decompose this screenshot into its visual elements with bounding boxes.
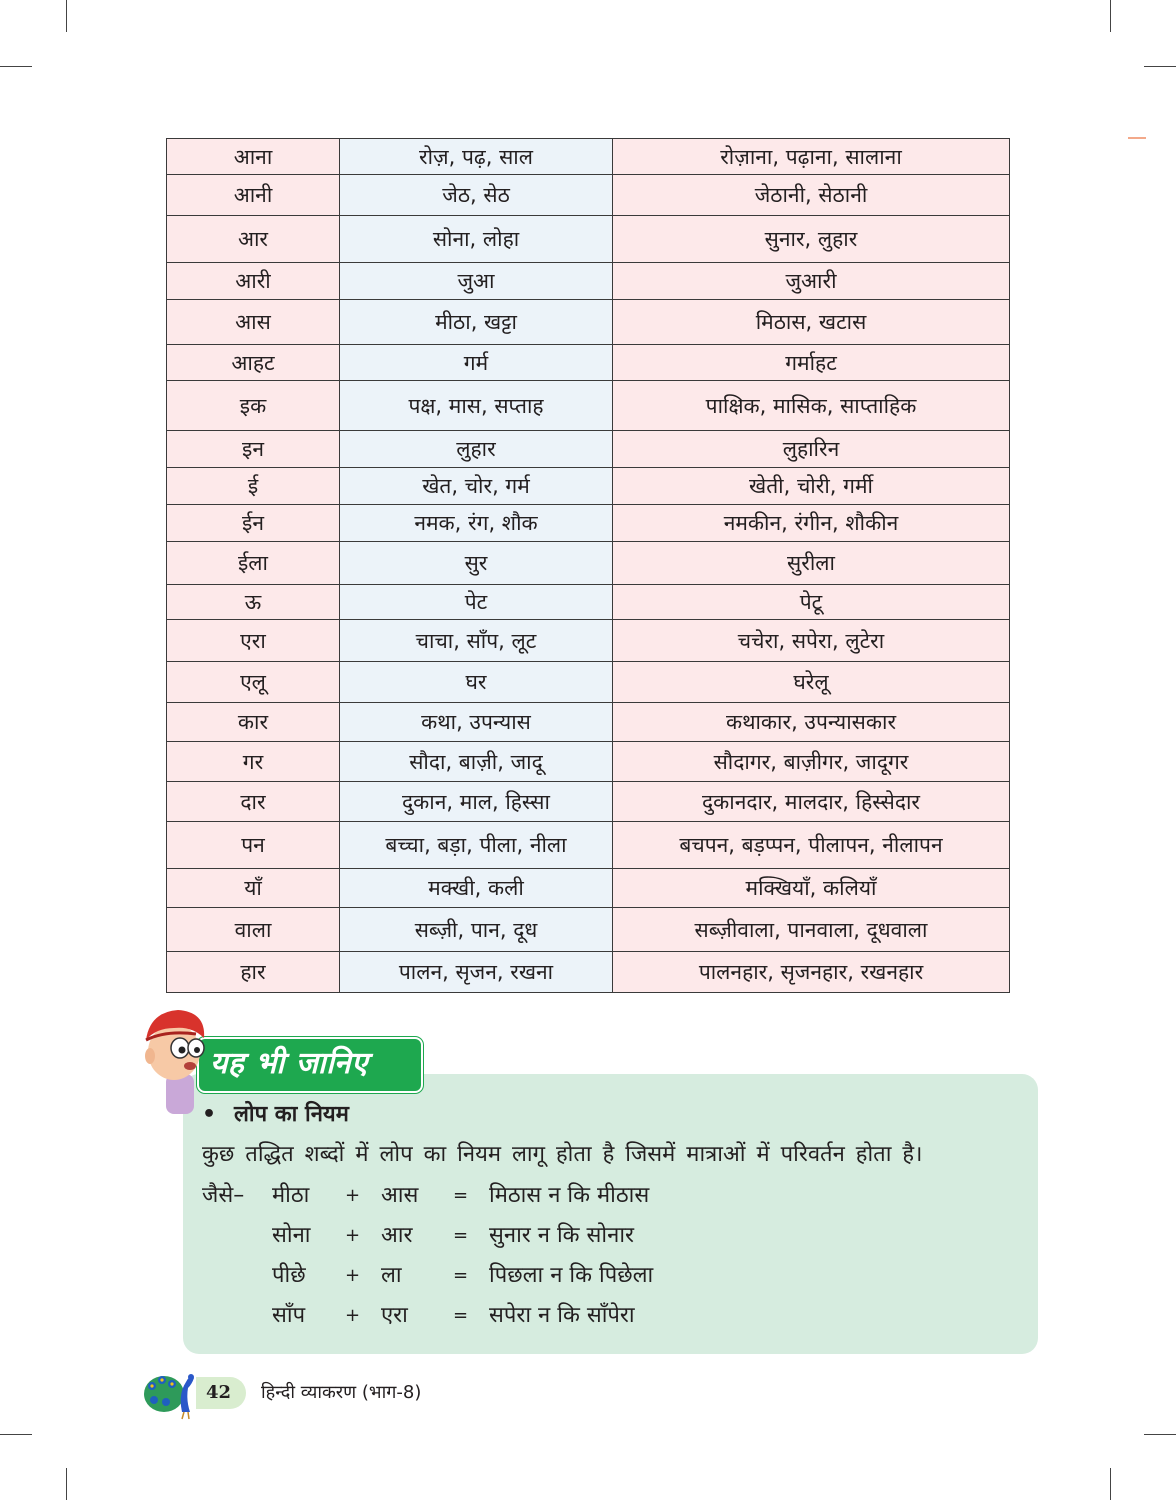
table-row — [167, 468, 1010, 505]
derived-word-cell: खेती, चोरी, गर्मी — [613, 468, 1010, 505]
base-word-cell: बच्चा, बड़ा, पीला, नीला — [340, 822, 613, 869]
crop-mark — [1144, 1434, 1176, 1435]
example-word: मीठा — [272, 1183, 310, 1208]
base-word-cell: मीठा, खट्टा — [340, 300, 613, 345]
base-word-cell: लुहार — [340, 431, 613, 468]
derived-word-cell: जेठानी, सेठानी — [613, 175, 1010, 216]
derived-word-cell: बचपन, बड़प्पन, पीलापन, नीलापन — [613, 822, 1010, 869]
example-row — [0, 1221, 1176, 1251]
suffix-cell: एलू — [167, 662, 340, 703]
base-word-cell: सब्ज़ी, पान, दूध — [340, 908, 613, 952]
derived-word-cell: गर्माहट — [613, 345, 1010, 381]
know-more-badge-label: यह भी जानिए — [210, 1046, 369, 1081]
derived-word-cell: घरेलू — [613, 662, 1010, 703]
base-word-cell: सोना, लोहा — [340, 216, 613, 263]
example-result: सपेरा न कि साँपेरा — [489, 1303, 635, 1328]
book-title: हिन्दी व्याकरण (भाग-8) — [261, 1382, 422, 1403]
table-row — [167, 263, 1010, 300]
derived-word-cell: कथाकार, उपन्यासकार — [613, 703, 1010, 742]
table-row — [167, 662, 1010, 703]
rule-heading — [202, 1100, 349, 1130]
base-word-cell: रोज़, पढ़, साल — [340, 139, 613, 175]
crop-mark — [1110, 1468, 1111, 1500]
example-row — [0, 1181, 1176, 1211]
base-word-cell: पक्ष, मास, सप्ताह — [340, 381, 613, 431]
example-result: सुनार न कि सोनार — [489, 1223, 635, 1248]
table-row — [167, 703, 1010, 742]
suffix-cell: इन — [167, 431, 340, 468]
peacock-icon — [142, 1364, 202, 1420]
example-word: सोना — [272, 1223, 311, 1248]
suffix-cell: ईला — [167, 542, 340, 585]
derived-word-cell: मिठास, खटास — [613, 300, 1010, 345]
table-row — [167, 300, 1010, 345]
derived-word-cell: जुआरी — [613, 263, 1010, 300]
table-row — [167, 431, 1010, 468]
suffix-table-body — [167, 139, 1010, 993]
derived-word-cell: रोज़ाना, पढ़ाना, सालाना — [613, 139, 1010, 175]
suffix-table — [166, 138, 1010, 993]
table-row — [167, 139, 1010, 175]
base-word-cell: चाचा, साँप, लूट — [340, 620, 613, 662]
suffix-cell: आना — [167, 139, 340, 175]
derived-word-cell: लुहारिन — [613, 431, 1010, 468]
suffix-cell: आर — [167, 216, 340, 263]
table-row — [167, 908, 1010, 952]
example-suffix: ला — [381, 1263, 402, 1288]
suffix-cell: याँ — [167, 869, 340, 908]
table-row — [167, 822, 1010, 869]
table-row — [167, 782, 1010, 822]
table-row — [167, 216, 1010, 263]
base-word-cell: कथा, उपन्यास — [340, 703, 613, 742]
base-word-cell: गर्म — [340, 345, 613, 381]
derived-word-cell: सब्ज़ीवाला, पानवाला, दूधवाला — [613, 908, 1010, 952]
suffix-cell: कार — [167, 703, 340, 742]
table-row — [167, 620, 1010, 662]
table-row — [167, 542, 1010, 585]
base-word-cell: खेत, चोर, गर्म — [340, 468, 613, 505]
rule-title-text: लोप का नियम — [234, 1102, 349, 1127]
page-number: 42 — [206, 1382, 232, 1403]
example-lead: जैसे– — [202, 1183, 245, 1208]
crop-mark — [0, 1434, 32, 1435]
table-row — [167, 585, 1010, 620]
example-row — [0, 1261, 1176, 1291]
suffix-cell: आस — [167, 300, 340, 345]
equals-sign: = — [453, 1185, 469, 1206]
derived-word-cell: नमकीन, रंगीन, शौकीन — [613, 505, 1010, 542]
base-word-cell: पालन, सृजन, रखना — [340, 952, 613, 993]
plus-sign: + — [345, 1185, 361, 1206]
table-row — [167, 345, 1010, 381]
crop-mark — [1110, 0, 1111, 32]
plus-sign: + — [345, 1305, 361, 1326]
derived-word-cell: पेटू — [613, 585, 1010, 620]
derived-word-cell: पाक्षिक, मासिक, साप्ताहिक — [613, 381, 1010, 431]
derived-word-cell: सुनार, लुहार — [613, 216, 1010, 263]
suffix-cell: वाला — [167, 908, 340, 952]
table-row — [167, 505, 1010, 542]
base-word-cell: सौदा, बाज़ी, जादू — [340, 742, 613, 782]
base-word-cell: जेठ, सेठ — [340, 175, 613, 216]
suffix-cell: आनी — [167, 175, 340, 216]
suffix-cell: इक — [167, 381, 340, 431]
example-result: पिछला न कि पिछेला — [489, 1263, 654, 1288]
example-suffix: एरा — [381, 1303, 408, 1328]
bullet: • — [202, 1102, 217, 1127]
suffix-cell: हार — [167, 952, 340, 993]
table-row — [167, 175, 1010, 216]
suffix-cell: ऊ — [167, 585, 340, 620]
derived-word-cell: दुकानदार, मालदार, हिस्सेदार — [613, 782, 1010, 822]
crop-mark — [66, 0, 67, 32]
derived-word-cell: पालनहार, सृजनहार, रखनहार — [613, 952, 1010, 993]
table-row — [167, 381, 1010, 431]
plus-sign: + — [345, 1225, 361, 1246]
suffix-cell: पन — [167, 822, 340, 869]
suffix-cell: दार — [167, 782, 340, 822]
suffix-cell: गर — [167, 742, 340, 782]
base-word-cell: जुआ — [340, 263, 613, 300]
base-word-cell: मक्खी, कली — [340, 869, 613, 908]
derived-word-cell: सौदागर, बाज़ीगर, जादूगर — [613, 742, 1010, 782]
example-row — [0, 1301, 1176, 1331]
plus-sign: + — [345, 1265, 361, 1286]
table-row — [167, 869, 1010, 908]
rule-description: कुछ तद्धित शब्दों में लोप का नियम लागू होता है जिसमें मात्राओं में परिवर्तन होता है। — [202, 1142, 923, 1167]
crop-mark — [1144, 66, 1176, 67]
suffix-cell: ई — [167, 468, 340, 505]
equals-sign: = — [453, 1265, 469, 1286]
example-suffix: आर — [381, 1223, 413, 1248]
example-word: साँप — [272, 1303, 306, 1328]
suffix-cell: ईन — [167, 505, 340, 542]
decorative-dash — [1128, 137, 1146, 139]
suffix-cell: एरा — [167, 620, 340, 662]
example-result: मिठास न कि मीठास — [489, 1183, 650, 1208]
example-suffix: आस — [381, 1183, 419, 1208]
base-word-cell: दुकान, माल, हिस्सा — [340, 782, 613, 822]
base-word-cell: नमक, रंग, शौक — [340, 505, 613, 542]
crop-mark — [0, 66, 32, 67]
table-row — [167, 742, 1010, 782]
suffix-cell: आहट — [167, 345, 340, 381]
crop-mark — [66, 1468, 67, 1500]
base-word-cell: घर — [340, 662, 613, 703]
table-row — [167, 952, 1010, 993]
derived-word-cell: चचेरा, सपेरा, लुटेरा — [613, 620, 1010, 662]
equals-sign: = — [453, 1225, 469, 1246]
base-word-cell: पेट — [340, 585, 613, 620]
base-word-cell: सुर — [340, 542, 613, 585]
derived-word-cell: मक्खियाँ, कलियाँ — [613, 869, 1010, 908]
equals-sign: = — [453, 1305, 469, 1326]
suffix-cell: आरी — [167, 263, 340, 300]
derived-word-cell: सुरीला — [613, 542, 1010, 585]
example-word: पीछे — [272, 1263, 306, 1288]
